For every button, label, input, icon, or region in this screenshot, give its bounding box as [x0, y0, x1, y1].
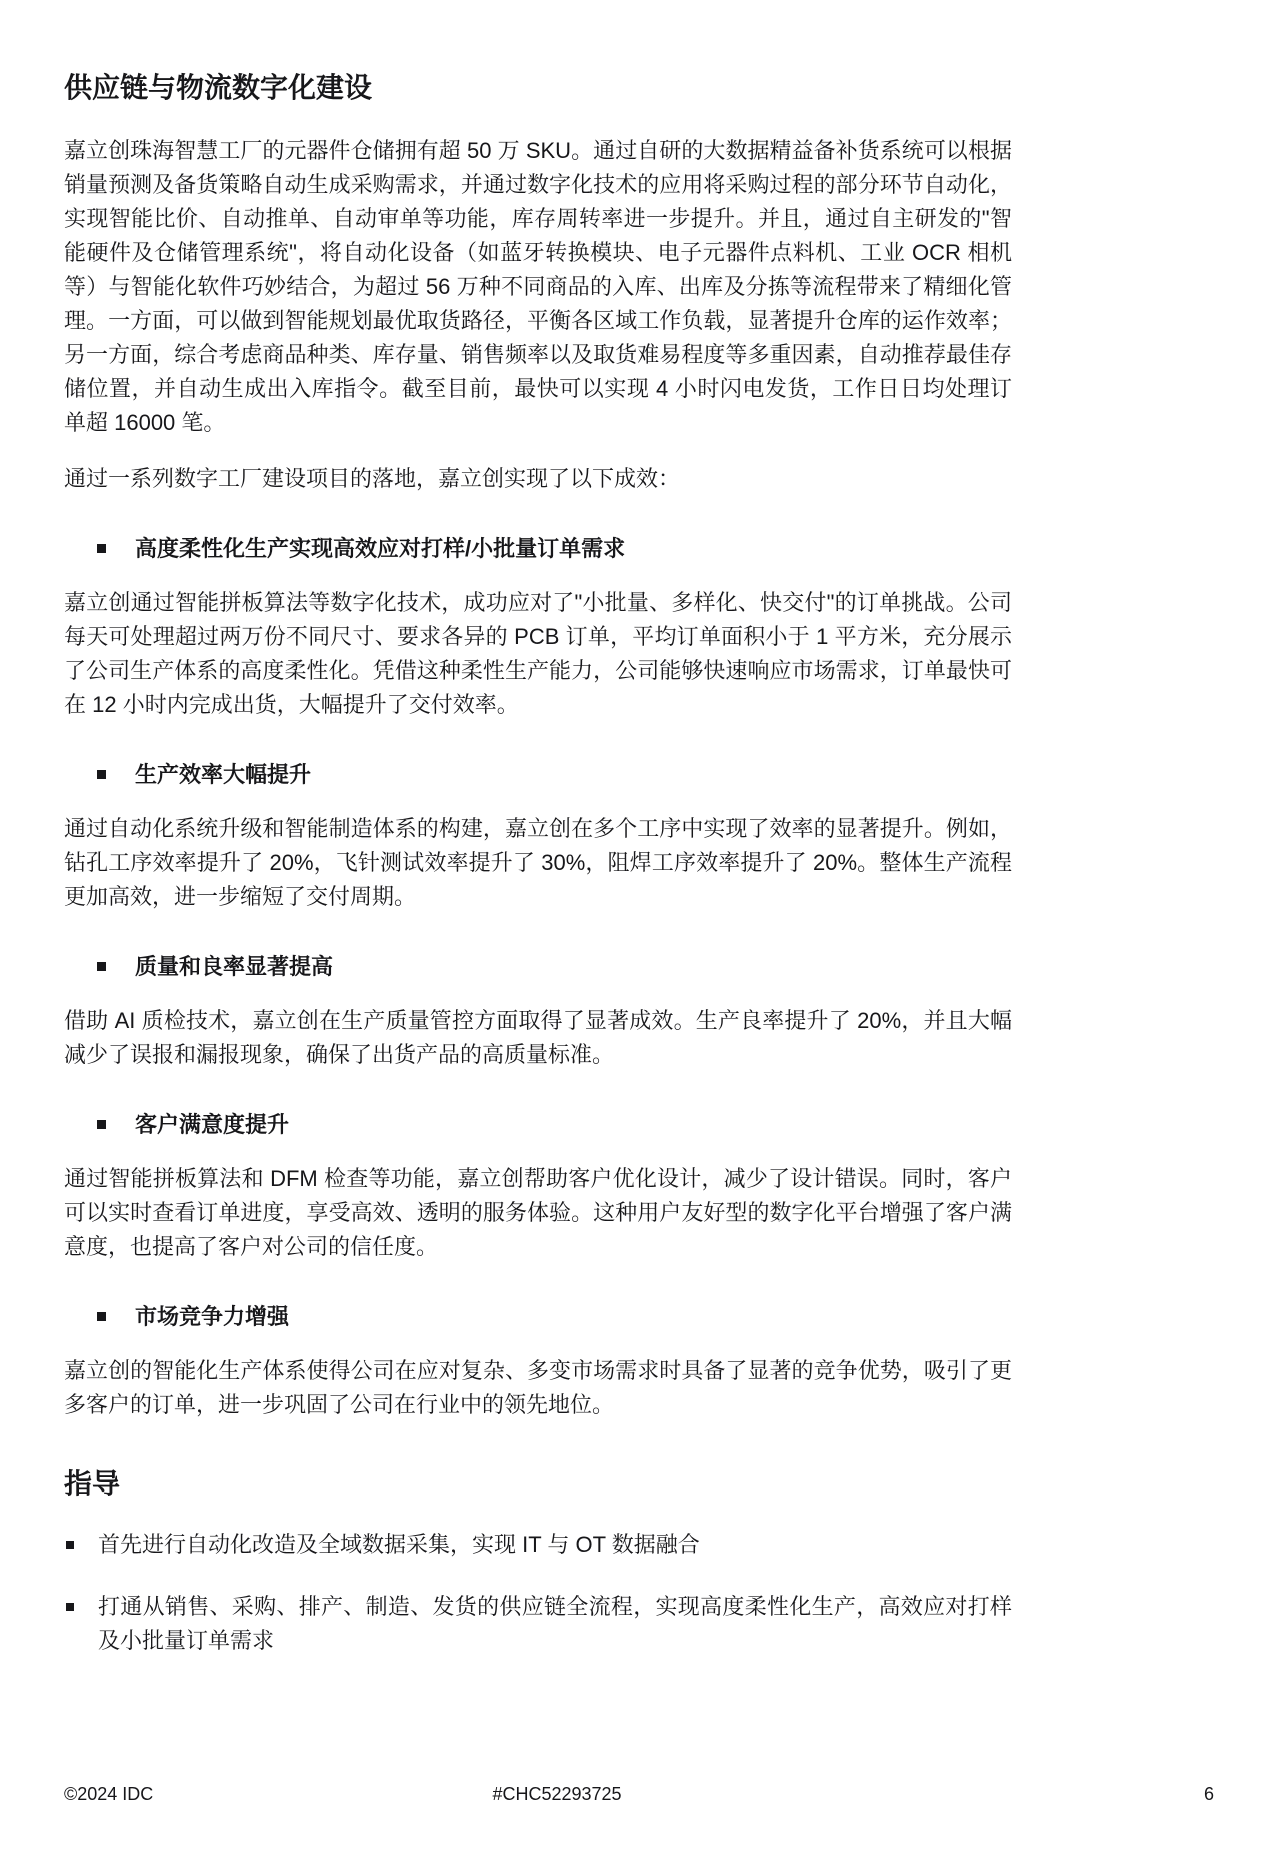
page-footer — [0, 1782, 1280, 1812]
guidance-item-text: 首先进行自动化改造及全域数据采集，实现 IT 与 OT 数据融合 — [98, 1532, 700, 1557]
result-title-text: 市场竞争力增强 — [135, 1304, 290, 1329]
bullet-square-icon — [97, 770, 106, 779]
bullet-square-icon — [97, 544, 106, 553]
result-item-market-competitiveness — [64, 1300, 1012, 1422]
guidance-item — [64, 1528, 1012, 1562]
result-body: 嘉立创通过智能拼板算法等数字化技术，成功应对了"小批量、多样化、快交付"的订单挑战。公司每天可处理超过两万份不同尺寸、要求各异的 PCB 订单，平均订单面积小于 1 平方米，充分展示了公司生产体系的高度柔性化。凭借这种柔性生产能力，公司能够快速响应市场需求，订单最快可在 12 小时内完成出货，大幅提升了交付效率。 — [64, 590, 1012, 717]
result-title — [64, 532, 1012, 566]
result-item-production-efficiency — [64, 758, 1012, 914]
bullet-square-icon — [97, 962, 106, 971]
result-title-text: 客户满意度提升 — [135, 1112, 290, 1137]
guidance-list — [64, 1528, 1012, 1658]
footer-doc-id: #CHC52293725 — [492, 1784, 622, 1804]
guidance-item — [64, 1590, 1012, 1658]
bullet-square-icon — [66, 1603, 74, 1611]
result-title-text: 高度柔性化生产实现高效应对打样/小批量订单需求 — [135, 536, 626, 561]
result-body: 通过自动化系统升级和智能制造体系的构建，嘉立创在多个工序中实现了效率的显著提升。例如，钻孔工序效率提升了 20%，飞针测试效率提升了 30%，阻焊工序效率提升了 20%。整体生产流程更加高效，进一步缩短了交付周期。 — [64, 816, 1012, 909]
result-item-quality-yield — [64, 950, 1012, 1072]
result-title — [64, 950, 1012, 984]
guidance-item-text: 打通从销售、采购、排产、制造、发货的供应链全流程，实现高度柔性化生产，高效应对打样及小批量订单需求 — [98, 1594, 1012, 1653]
section-heading-guidance: 指导 — [64, 1468, 121, 1499]
intro-paragraph: 嘉立创珠海智慧工厂的元器件仓储拥有超 50 万 SKU。通过自研的大数据精益备补货系统可以根据销量预测及备货策略自动生成采购需求，并通过数字化技术的应用将采购过程的部分环节自动化，实现智能比价、自动推单、自动审单等功能，库存周转率进一步提升。并且，通过自主研发的"智能硬件及仓储管理系统"，将自动化设备（如蓝牙转换模块、电子元器件点料机、工业 OCR 相机等）与智能化软件巧妙结合，为超过 56 万种不同商品的入库、出库及分拣等流程带来了精细化管理。一方面，可以做到智能规划最优取货路径，平衡各区域工作负载，显著提升仓库的运作效率；另一方面，综合考虑商品种类、库存量、销售频率以及取货难易程度等多重因素，自动推荐最佳存储位置，并自动生成出入库指令。截至目前，最快可以实现 4 小时闪电发货，工作日日均处理订单超 16000 笔。 — [64, 138, 1012, 435]
footer-copyright: ©2024 IDC — [64, 1784, 154, 1804]
result-title-text: 生产效率大幅提升 — [135, 762, 312, 787]
section-heading-supply-chain: 供应链与物流数字化建设 — [64, 72, 373, 103]
result-body: 借助 AI 质检技术，嘉立创在生产质量管控方面取得了显著成效。生产良率提升了 20%，并且大幅减少了误报和漏报现象，确保了出货产品的高质量标准。 — [64, 1008, 1012, 1067]
bullet-square-icon — [97, 1312, 106, 1321]
footer-page-number: 6 — [1203, 1784, 1214, 1804]
results-intro: 通过一系列数字工厂建设项目的落地，嘉立创实现了以下成效： — [64, 466, 681, 491]
result-title — [64, 758, 1012, 792]
result-title — [64, 1300, 1012, 1334]
result-body: 通过智能拼板算法和 DFM 检查等功能，嘉立创帮助客户优化设计，减少了设计错误。同时，客户可以实时查看订单进度，享受高效、透明的服务体验。这种用户友好型的数字化平台增强了客户满意度，也提高了客户对公司的信任度。 — [64, 1166, 1012, 1259]
result-item-flexible-production — [64, 532, 1012, 722]
result-body: 嘉立创的智能化生产体系使得公司在应对复杂、多变市场需求时具备了显著的竞争优势，吸引了更多客户的订单，进一步巩固了公司在行业中的领先地位。 — [64, 1358, 1012, 1417]
result-title-text: 质量和良率显著提高 — [135, 954, 334, 979]
bullet-square-icon — [66, 1541, 74, 1549]
result-title — [64, 1108, 1012, 1142]
result-item-customer-satisfaction — [64, 1108, 1012, 1264]
bullet-square-icon — [97, 1120, 106, 1129]
